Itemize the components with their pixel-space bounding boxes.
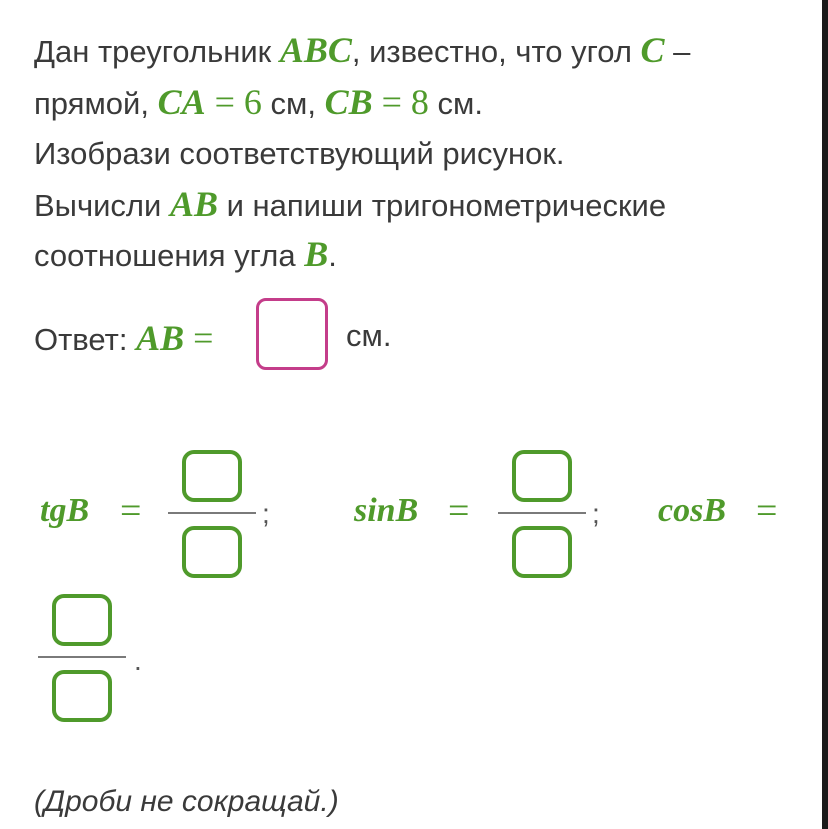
period: . — [134, 645, 142, 676]
problem-text: Изобрази соответствующий рисунок. — [34, 136, 565, 171]
math-eq-6: = 6 — [205, 82, 262, 122]
tg-denominator-input[interactable] — [182, 526, 242, 578]
problem-text: см, — [261, 86, 325, 121]
problem-text: прямой, — [34, 86, 158, 121]
problem-line-4 — [34, 186, 666, 222]
problem-line-5 — [34, 236, 337, 272]
math-eq: = — [184, 318, 214, 358]
math-abc: ABC — [279, 30, 352, 70]
sin-denominator-input[interactable] — [512, 526, 572, 578]
problem-line-1 — [34, 32, 690, 68]
ab-answer-input[interactable] — [256, 298, 328, 370]
math-ab-answer: AB — [136, 318, 185, 358]
semicolon: ; — [262, 498, 270, 529]
answer-unit: см. — [346, 318, 392, 353]
tg-equals: = — [120, 490, 142, 532]
sin-fraction-line — [498, 512, 586, 514]
semicolon: ; — [592, 498, 600, 529]
tg-fraction-line — [168, 512, 256, 514]
problem-text: Вычисли — [34, 188, 170, 223]
math-b: B — [304, 234, 329, 274]
answer-label: Ответ: — [34, 322, 137, 357]
answer-line — [34, 320, 213, 356]
problem-text: и напиши тригонометрические — [217, 188, 667, 223]
cos-numerator-input[interactable] — [52, 594, 112, 646]
problem-text: соотношения угла — [34, 238, 305, 273]
math-ca: CA — [157, 82, 206, 122]
math-ab: AB — [169, 184, 218, 224]
problem-line-3 — [34, 138, 565, 169]
math-eq-8: = 8 — [372, 82, 429, 122]
page-edge — [822, 0, 828, 829]
problem-text: , известно, что угол — [351, 34, 641, 69]
problem-line-2 — [34, 84, 483, 120]
problem-text: см. — [428, 86, 483, 121]
problem-text: – — [664, 34, 691, 69]
sin-label: sinB — [354, 492, 419, 529]
sin-equals: = — [448, 490, 470, 532]
sin-numerator-input[interactable] — [512, 450, 572, 502]
cos-label: cosB — [658, 492, 726, 529]
cos-denominator-input[interactable] — [52, 670, 112, 722]
tg-label: tgB — [40, 492, 90, 529]
tg-numerator-input[interactable] — [182, 450, 242, 502]
math-cb: CB — [324, 82, 373, 122]
math-c: C — [640, 30, 665, 70]
hint-note: (Дроби не сокращай.) — [34, 785, 339, 818]
problem-text: . — [328, 238, 337, 273]
problem-text: Дан треугольник — [34, 34, 280, 69]
cos-equals: = — [756, 490, 778, 532]
cos-fraction-line — [38, 656, 126, 658]
